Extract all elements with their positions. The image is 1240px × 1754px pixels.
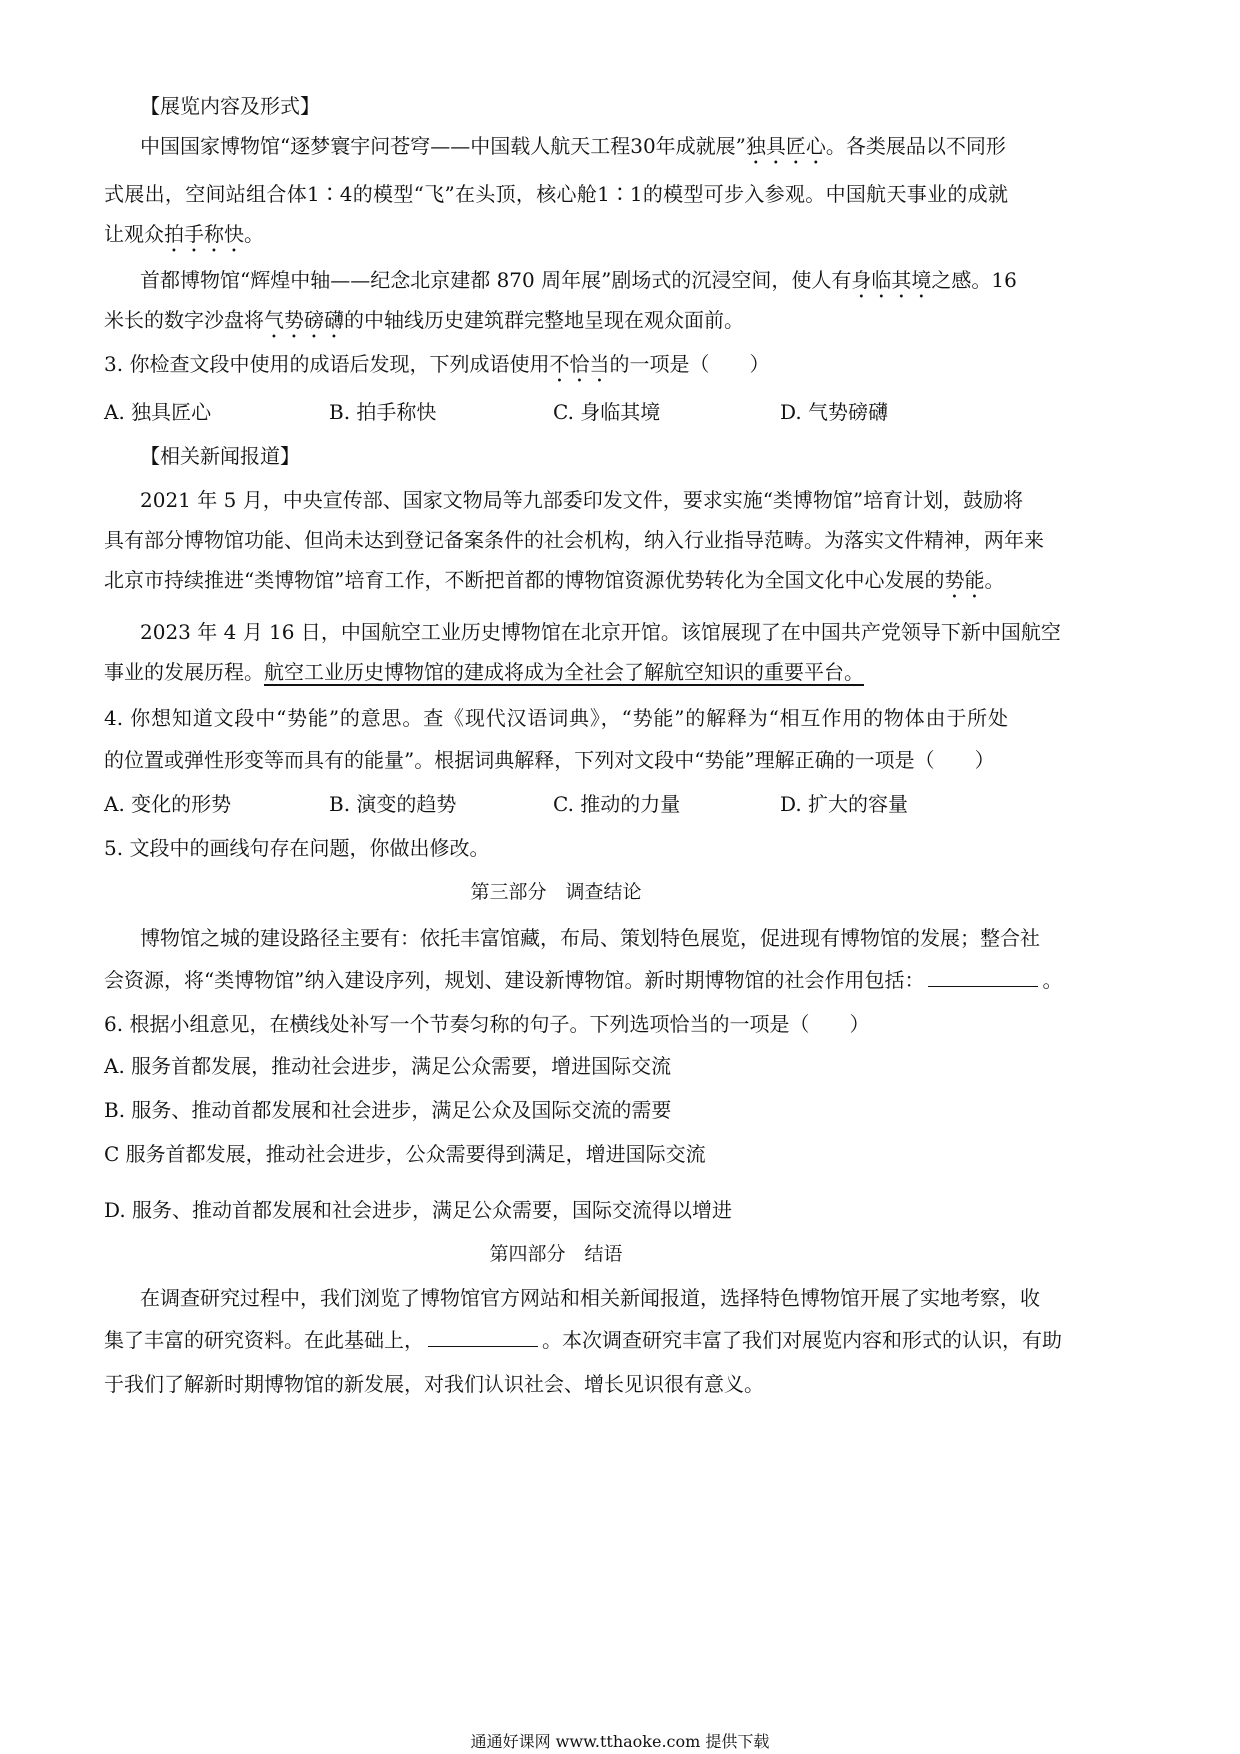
q3-option-b: B. 拍手称快: [329, 400, 437, 424]
exhibit-p2-line1-b: 之感。16: [931, 268, 1017, 292]
exhibit-p1-line3-b: 。: [244, 222, 264, 246]
part4-line2-b: 。本次调查研究丰富了我们对展览内容和形式的认识，有助: [542, 1328, 1062, 1352]
part3-line2: [104, 966, 1062, 994]
news-p1-line2: 具有部分博物馆功能、但尚未达到登记备案条件的社会机构，纳入行业指导范畴。为落实文件精神，两年来: [104, 528, 1044, 552]
part4-line3: 于我们了解新时期博物馆的新发展，对我们认识社会、增长见识很有意义。: [104, 1372, 764, 1396]
part3-line2-b: 。: [1042, 968, 1063, 992]
idiom-shenlinqijing: 身临其境: [851, 268, 932, 292]
q3-option-a: A. 独具匠心: [104, 400, 212, 424]
exhibit-p1-line2: 式展出，空间站组合体1∶4的模型“飞”在头顶，核心舱1∶1的模型可步入参观。中国航天事业的成就: [104, 182, 1008, 206]
exhibit-p1-line1: [140, 132, 1006, 169]
q4-option-a: A. 变化的形势: [104, 792, 232, 816]
underlined-sentence: 航空工业历史博物馆的建成将成为全社会了解航空知识的重要平台。: [264, 660, 864, 684]
exhibit-p1-text-a: 中国国家博物馆“逐梦寰宇问苍穹——中国载人航天工程30年成就展”: [140, 134, 746, 158]
news-heading: 【相关新闻报道】: [140, 444, 300, 468]
exhibit-p2-line1: [140, 266, 1017, 303]
exhibit-p1-line3: [104, 220, 264, 257]
q6-option-b: B. 服务、推动首都发展和社会进步，满足公众及国际交流的需要: [104, 1098, 672, 1122]
news-p1-line1: 2021 年 5 月，中央宣传部、国家文物局等九部委印发文件，要求实施“类博物馆”培育计划，鼓励将: [140, 488, 1024, 512]
exhibit-p2-line1-a: 首都博物馆“辉煌中轴——纪念北京建都 870 周年展”剧场式的沉浸空间，使人有: [140, 268, 852, 292]
q4-option-b: B. 演变的趋势: [329, 792, 457, 816]
q4-line1: 4. 你想知道文段中“势能”的意思。查《现代汉语词典》，“势能”的解释为“相互作用的物体由于所处: [104, 706, 1008, 730]
part4-line2-a: 集了丰富的研究资料。在此基础上，: [104, 1328, 424, 1352]
exhibit-p2-line2: [104, 306, 744, 343]
news-p1-line3: [104, 566, 1004, 603]
q3-stem-b: 的一项是（ ）: [609, 352, 770, 376]
exhibit-p1-text-b: 。各类展品以不同形: [825, 134, 1006, 158]
q6-option-a: A. 服务首都发展，推动社会进步，满足公众需要，增进国际交流: [104, 1054, 672, 1078]
answer-blank-2: [428, 1326, 538, 1347]
exhibit-heading: 【展览内容及形式】: [140, 94, 320, 118]
q3-stem-emphasis: 不恰当: [549, 352, 610, 376]
part4-title: 第四部分 结语: [489, 1243, 623, 1265]
exhibit-p2-line2-b: 的中轴线历史建筑群完整地呈现在观众面前。: [344, 308, 744, 332]
q6-option-d: D. 服务、推动首都发展和社会进步，满足公众需要，国际交流得以增进: [104, 1198, 733, 1222]
news-p2-line1: 2023 年 4 月 16 日，中国航空工业历史博物馆在北京开馆。该馆展现了在中国共产党领导下新中国航空: [140, 620, 1061, 644]
idiom-qishipangbo: 气势磅礴: [264, 308, 344, 332]
part4-line1: 在调查研究过程中，我们浏览了博物馆官方网站和相关新闻报道，选择特色博物馆开展了实地考察，收: [140, 1286, 1040, 1310]
footer-watermark: 通通好课网 www.tthaoke.com 提供下载: [470, 1732, 770, 1751]
q3-stem: [104, 350, 769, 387]
q4-option-c: C. 推动的力量: [553, 792, 681, 816]
part3-line1: 博物馆之城的建设路径主要有：依托丰富馆藏，布局、策划特色展览，促进现有博物馆的发展；整合社: [140, 926, 1040, 950]
news-p2-line2-a: 事业的发展历程。: [104, 660, 264, 684]
news-p2-line2: [104, 658, 864, 686]
q4-option-d: D. 扩大的容量: [780, 792, 909, 816]
q3-option-c: C. 身临其境: [553, 400, 661, 424]
q5-text: 5. 文段中的画线句存在问题，你做出修改。: [104, 836, 490, 860]
idiom-paishouchengkuai: 拍手称快: [164, 222, 244, 246]
term-shineng: 势能: [944, 568, 985, 592]
part4-line2: [104, 1326, 1062, 1354]
q6-option-c: C 服务首都发展，推动社会进步，公众需要得到满足，增进国际交流: [104, 1142, 706, 1166]
answer-blank: [928, 966, 1038, 987]
exhibit-p1-line3-a: 让观众: [104, 222, 164, 246]
part3-line2-a: 会资源，将“类博物馆”纳入建设序列，规划、建设新博物馆。新时期博物馆的社会作用包括：: [104, 968, 925, 992]
exhibit-p2-line2-a: 米长的数字沙盘将: [104, 308, 264, 332]
q6-stem: 6. 根据小组意见，在横线处补写一个节奏匀称的句子。下列选项恰当的一项是（ ）: [104, 1012, 870, 1036]
q3-option-d: D. 气势磅礴: [780, 400, 889, 424]
q3-stem-a: 3. 你检查文段中使用的成语后发现，下列成语使用: [104, 352, 550, 376]
idiom-dujujiangxin: 独具匠心: [745, 134, 826, 158]
news-p1-line3-b: 。: [984, 568, 1005, 592]
q4-line2: 的位置或弹性形变等而具有的能量”。根据词典解释，下列对文段中“势能”理解正确的一项是（ ）: [104, 748, 995, 772]
news-p1-line3-a: 北京市持续推进“类博物馆”培育工作，不断把首都的博物馆资源优势转化为全国文化中心发展的: [104, 568, 945, 592]
part3-title: 第三部分 调查结论: [470, 881, 642, 903]
